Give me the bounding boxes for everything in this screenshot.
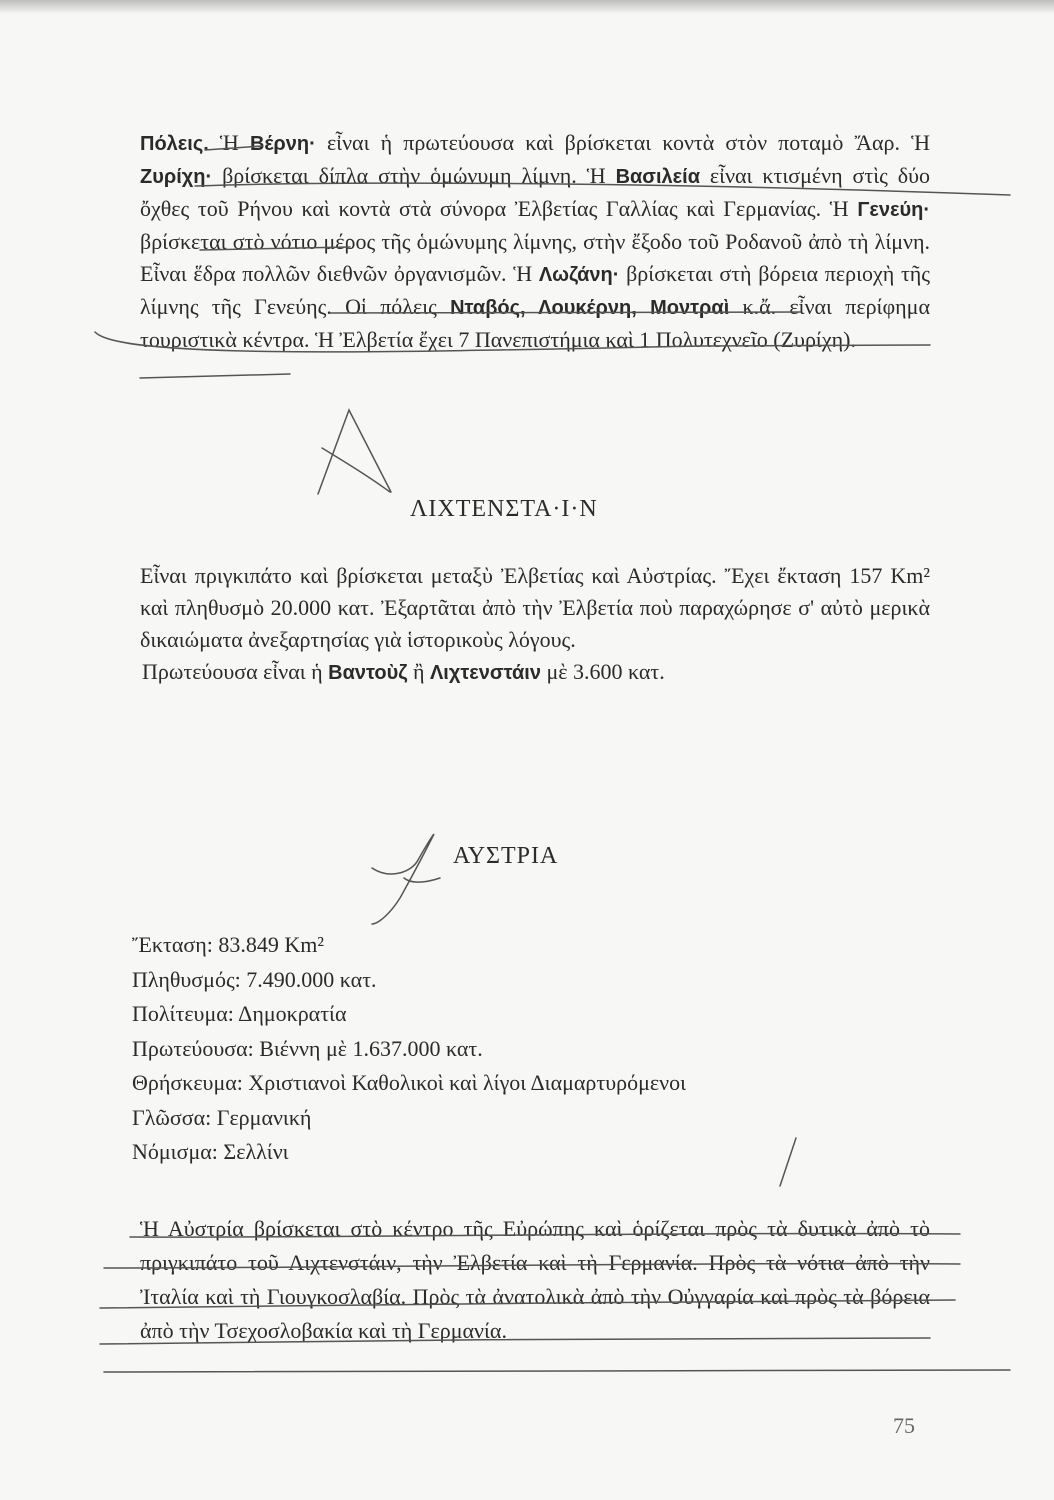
austria-heading: ΑΥΣΤΡΙΑ: [453, 843, 559, 869]
text-run: Ἡ: [506, 261, 539, 286]
cities-label: Πόλεις.: [140, 133, 209, 155]
underline-mark: [140, 374, 290, 378]
text-run: βρίσκεται δίπλα στὴν ὁμώνυμη λίμνη.: [212, 163, 577, 188]
liechtenstein-heading: ΛΙΧΤΕΝΣΤΑ·Ι·Ν: [410, 496, 598, 522]
austria-borders-paragraph: [140, 1212, 930, 1348]
fact-government: Πολίτευμα: Δημοκρατία: [132, 1001, 347, 1026]
austria-facts: [132, 928, 686, 1170]
liechtenstein-paragraph: Εἶναι πριγκιπάτο καὶ βρίσκεται μεταξὺ Ἐλβετίας καὶ Αὐστρίας. Ἔχει ἔκταση 157 Km² καὶ πληθυσμὸ 20.000 κατ. Ἐξαρτᾶται ἀπὸ τὴν Ἐλβετία ποὺ παραχώρησε σ' αὐτὸ μερικὰ δικαιώματα ἀνεξαρτησίας γιὰ ἱστορικοὺς λόγους.: [140, 563, 930, 652]
tourist-cities: Νταβός, Λουκέρνη, Μοντραὶ: [450, 297, 730, 319]
fact-population: Πληθυσμός: 7.490.000 κατ.: [132, 966, 377, 992]
text-run: Ἡ: [576, 163, 616, 188]
text-run: Ἡ: [899, 130, 931, 155]
text-run: μὲ 3.600 κατ.: [540, 659, 665, 684]
cities-paragraph: [140, 127, 930, 356]
city-bern: Βέρνη·: [249, 133, 316, 155]
scribble-mark: [404, 878, 440, 882]
text-run: εἶναι ἡ πρωτεύουσα καὶ βρίσκεται κοντὰ στὸν ποταμὸ Ἄαρ.: [315, 130, 900, 155]
text-run: εἶναι κτισμένη στὶς δύο ὄχθες τοῦ Ρήνου καὶ κοντὰ στὰ σύνορα Ἐλβετίας Γαλλίας καὶ Γερμανίας.: [140, 163, 931, 221]
underline-mark: [104, 1369, 1010, 1372]
page-number: 75: [893, 1413, 915, 1438]
fact-area: Ἔκταση: 83.849 Km²: [132, 932, 324, 957]
text-run: Ἡ: [821, 196, 858, 221]
fact-capital: Πρωτεύουσα: Βιέννη μὲ 1.637.000 κατ.: [132, 1035, 483, 1061]
text-run: Ἡ: [208, 130, 250, 155]
liechtenstein-section: [140, 560, 930, 689]
text-run: βρίσκεται στὴ βόρεια περιοχὴ τῆς λίμνης τῆς Γενεύης.: [140, 261, 931, 319]
text-run: κ.ἄ. εἶναι περίφημα τουριστικὰ κέντρα. Ἡ Ἐλβετία ἔχει 7 Πανεπιστήμια καὶ 1 Πολυτεχνεῖο (Ζυρίχη).: [140, 294, 930, 352]
fact-religion: Θρήσκευμα: Χριστιανοὶ Καθολικοὶ καὶ λίγοι Διαμαρτυρόμενοι: [132, 1070, 687, 1095]
text-run: Πρωτεύουσα εἶναι ἡ: [142, 659, 329, 684]
city-zurich: Ζυρίχη·: [140, 166, 213, 188]
borders-text: Ἡ Αὐστρία βρίσκεται στὸ κέντρο τῆς Εὐρώπης καὶ ὁρίζεται πρὸς τὰ δυτικὰ ἀπὸ τὸ πριγκιπάτο τοῦ Λιχτενστάιν, τὴν Ἐλβετία καὶ τὴ Γερμανία. Πρὸς τὰ νότια ἀπὸ τὴν Ἰταλία καὶ τὴ Γιουγκοσλαβία. Πρὸς τὰ ἀνατολικὰ ἀπὸ τὴν Οὐγγαρία καὶ πρὸς τὰ βόρεια ἀπὸ τὴν Τσεχοσλοβακία καὶ τὴ Γερμανία.: [140, 1216, 930, 1343]
scribble-mark: [318, 410, 391, 494]
text-run: Οἱ πόλεις: [331, 294, 451, 319]
city-geneva: Γενεύη·: [857, 199, 930, 221]
scribble-mark: [372, 834, 434, 924]
text-run: βρίσκεται στὸ νότιο μέρος τῆς ὁμώνυμης λίμνης, στὴν ἔξοδο τοῦ Ροδανοῦ ἀπὸ τὴ λίμνη. Εἶναι ἕδρα πολλῶν διεθνῶν ὀργανισμῶν.: [140, 229, 930, 286]
slash-mark: [780, 1138, 796, 1186]
text-run: ἢ: [407, 659, 430, 684]
city-basel: Βασιλεία: [615, 166, 701, 188]
capital-vaduz: Βαντοὺζ: [328, 662, 408, 684]
page-top-edge: [0, 0, 1054, 14]
fact-currency: Νόμισμα: Σελλίνι: [132, 1139, 289, 1164]
scribble-mark: [322, 448, 390, 492]
capital-liechtenstein: Λιχτενστάιν: [429, 662, 541, 684]
city-lausanne: Λωζάνη·: [538, 264, 620, 286]
fact-language: Γλῶσσα: Γερμανική: [132, 1104, 312, 1130]
liechtenstein-capital-line: [140, 656, 930, 689]
